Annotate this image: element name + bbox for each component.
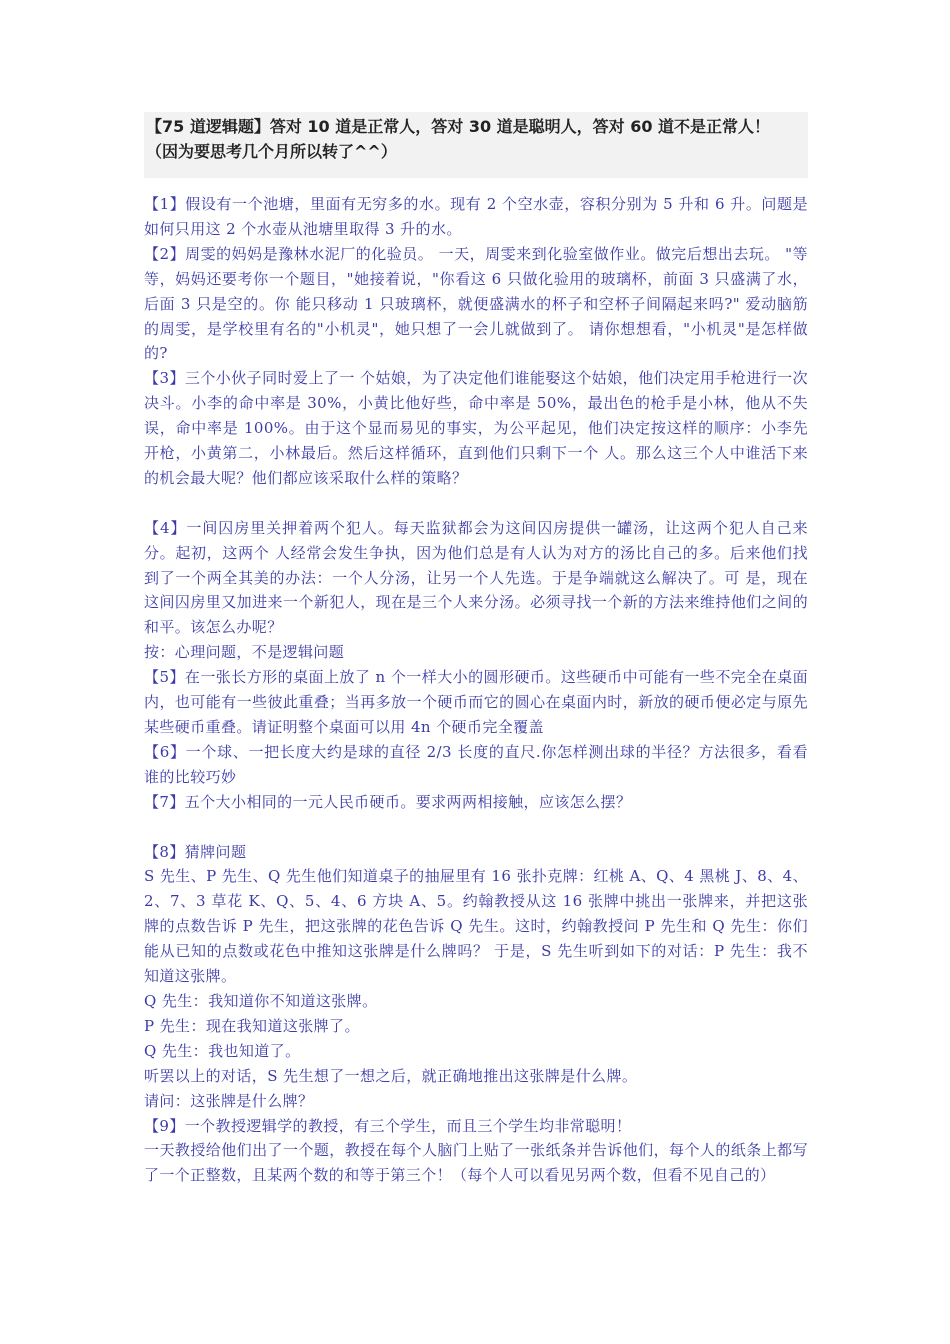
question-2: 【2】周雯的妈妈是豫林水泥厂的化验员。 一天，周雯来到化验室做作业。做完后想出去玩。 "等等，妈妈还要考你一个题目，"她接着说，"你看这 6 只做化验用的玻璃杯，前面 3 只盛满了水，后面 3 只是空的。你 能只移动 1 只玻璃杯，就便盛满水的杯子和空杯子间隔起来吗?" 爱动脑筋的周雯，是学校里有名的"小机灵"，她只想了一会儿就做到了。 请你想想看，"小机灵"是怎样做的?	[144, 244, 808, 363]
page-title: 【75 道逻辑题】答对 10 道是正常人，答对 30 道是聪明人，答对 60 道不是正常人！	[146, 117, 771, 136]
spacer	[144, 491, 808, 516]
page-subtitle: （因为要思考几个月所以转了^^）	[146, 142, 397, 161]
question-9: 【9】一个教授逻辑学的教授，有三个学生，而且三个学生均非常聪明！	[144, 1116, 632, 1135]
question-8-conclusion: 听罢以上的对话，S 先生想了一想之后，就正确地推出这张牌是什么牌。	[144, 1066, 638, 1085]
document-page	[144, 112, 808, 1188]
question-8-title: 【8】猜牌问题	[144, 842, 247, 861]
question-4: 【4】一间囚房里关押着两个犯人。每天监狱都会为这间囚房提供一罐汤，让这两个犯人自己来分。起初，这两个 人经常会发生争执，因为他们总是有人认为对方的汤比自己的多。后来他们找到了一个两全其美的办法：一个人分汤，让另一个人先选。于是争端就这么解决了。可 是，现在这间囚房里又加进来一个新犯人，现在是三个人来分汤。必须寻找一个新的方法来维持他们之间的和平。该怎么办呢？	[144, 518, 808, 637]
question-8-dialogue-2: Q 先生：我知道你不知道这张牌。	[144, 991, 378, 1010]
spacer	[144, 815, 808, 840]
title-box	[144, 112, 808, 178]
question-1: 【1】假设有一个池塘，里面有无穷多的水。现有 2 个空水壶，容积分别为 5 升和 6 升。问题是如何只用这 2 个水壶从池塘里取得 3 升的水。	[144, 195, 808, 238]
document-body	[144, 192, 808, 1188]
question-6: 【6】一个球、一把长度大约是球的直径 2/3 长度的直尺.你怎样测出球的半径？方法很多，看看谁的比较巧妙	[144, 742, 808, 786]
question-4-note: 按：心理问题，不是逻辑问题	[144, 643, 345, 662]
question-3: 【3】三个小伙子同时爱上了一 个姑娘，为了决定他们谁能娶这个姑娘，他们决定用手枪进行一次决斗。小李的命中率是 30%，小黄比他好些，命中率是 50%，最出色的枪手是小林，他从不失 误，命中率是 100%。由于这个显而易见的事实，为公平起见，他们决定按这样的顺序：小李先开枪，小黄第二，小林最后。然后这样循环，直到他们只剩下一个 人。那么这三个人中谁活下来的机会最大呢？他们都应该采取什么样的策略？	[144, 369, 808, 487]
question-7: 【7】五个大小相同的一元人民币硬币。要求两两相接触，应该怎么摆？	[144, 792, 632, 811]
question-8-dialogue-3: P 先生：现在我知道这张牌了。	[144, 1016, 360, 1035]
question-5: 【5】在一张长方形的桌面上放了 n 个一样大小的圆形硬币。这些硬币中可能有一些不完全在桌面内，也可能有一些彼此重叠；当再多放一个硬币而它的圆心在桌面内时，新放的硬币便必定与原先某些硬币重叠。请证明整个桌面可以用 4n 个硬币完全覆盖	[144, 668, 808, 737]
question-8-dialogue-4: Q 先生：我也知道了。	[144, 1041, 301, 1060]
question-9-body: 一天教授给他们出了一个题，教授在每个人脑门上贴了一张纸条并告诉他们，每个人的纸条上都写了一个正整数，且某两个数的和等于第三个！（每个人可以看见另两个数，但看不见自己的）	[144, 1141, 808, 1185]
question-8-ask: 请问：这张牌是什么牌？	[144, 1091, 314, 1110]
question-8-body: S 先生、P 先生、Q 先生他们知道桌子的抽屉里有 16 张扑克牌：红桃 A、Q、4 黑桃 J、8、4、2、7、3 草花 K、Q、5、4、6 方块 A、5。约翰教授从这 16 张牌中挑出一张牌来，并把这张牌的点数告诉 P 先生，把这张牌的花色告诉 Q 先生。这时，约翰教授问 P 先生和 Q 先生：你们能从已知的点数或花色中推知这张牌是什么牌吗？ 于是，S 先生听到如下的对话：P 先生：我不知道这张牌。	[144, 867, 808, 986]
